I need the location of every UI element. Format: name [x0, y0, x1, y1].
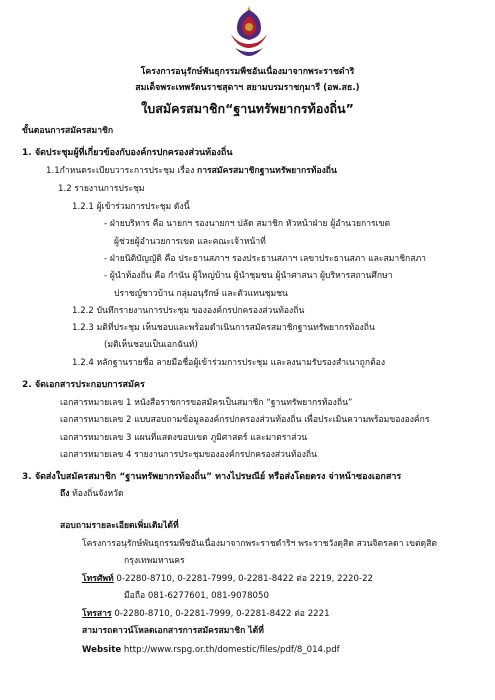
fax-label: โทรสาร [82, 609, 112, 619]
recipient-label: ถึง [60, 489, 70, 499]
phone-value: 0-2280-8710, 0-2281-7999, 0-2281-8422 ต่อ 2219, 2220-22 [113, 574, 374, 584]
bullet-3-line-1: - ผู้นำท้องถิ่น คือ กำนัน ผู้ใหญ่บ้าน ผู้นำชุมชน ผู้นำศาสนา ผู้บริหารสถานศึกษา [104, 271, 393, 281]
bullet-3-line-2: ปราชญ์ชาวบ้าน กลุ่มอนุรักษ์ และตัวแทนชุมชน [114, 289, 288, 299]
contact-address-line-2: กรุงเทพมหานคร [124, 556, 185, 566]
item-1-2: 1.2 รายงานการประชุม [58, 184, 145, 194]
phone-label: โทรศัพท์ [82, 574, 114, 584]
contact-address-line-1: โครงการอนุรักษ์พันธุกรรมพืชอันเนื่องมาจากพระราชดำริฯ พระราชวังดุสิต สวนจิตรลดา เขตดุสิต [82, 539, 437, 549]
item-1-1-text: 1.1กำหนดระเบียบวาระการประชุม เรื่อง [46, 166, 198, 176]
item-1-2-1: 1.2.1 ผู้เข้าร่วมการประชุม ดังนี้ [72, 202, 190, 212]
item-1-2-3-line-2: (มติเห็นชอบเป็นเอกฉันท์) [104, 340, 198, 350]
rspg-emblem-icon [227, 4, 271, 58]
fax-value: 0-2280-8710, 0-2281-7999, 0-2281-8422 ต่อ 2221 [111, 609, 330, 619]
section-2-heading: 2. จัดเอกสารประกอบการสมัคร [22, 380, 145, 390]
bullet-1-line-1: - ฝ่ายบริหาร คือ นายกฯ รองนายกฯ ปลัด สมาชิก หัวหน้าฝ่าย ผู้อำนวยการเขต [104, 219, 391, 229]
website-label: Website [82, 645, 122, 655]
contact-phone [82, 573, 373, 585]
page-title: ใบสมัครสมาชิก“ฐานทรัพยากรท้องถิ่น” [141, 101, 354, 116]
contact-mobile: มือถือ 081-6277601, 081-9078050 [124, 591, 269, 601]
bullet-1-line-2: ผู้ช่วยผู้อำนวยการเขต และคณะเจ้าหน้าที่ [114, 237, 266, 247]
contact-heading: สอบถามรายละเอียดเพิ่มเติมได้ที่ [60, 521, 179, 531]
download-heading: สามารถดาวน์โหลดเอกสารการสมัครสมาชิก ได้ที่ [82, 626, 264, 636]
website-line [82, 644, 340, 656]
header-line-1: โครงการอนุรักษ์พันธุกรรมพืชอันเนื่องมาจากพระราชดำริ [140, 67, 355, 77]
section-3-heading: 3. จัดส่งใบสมัครสมาชิก “ฐานทรัพยากรท้องถิ่น” ทางไปรษณีย์ หรือส่งโดยตรง จ่าหน้าซองเอกสาร [22, 472, 402, 482]
document-2: เอกสารหมายเลข 2 แบบสอบถามข้อมูลองค์กรปกครองส่วนท้องถิ่น เพื่อประเมินความพร้อมขององค์กร [60, 415, 430, 425]
item-1-2-3-line-1: 1.2.3 มติที่ประชุม เห็นชอบและพร้อมดำเนินการสมัครสมาชิกฐานทรัพยากรท้องถิ่น [72, 323, 375, 333]
document-3: เอกสารหมายเลข 3 แผนที่แสดงขอบเขต ภูมิศาสตร์ และมาตราส่วน [60, 433, 308, 443]
contact-fax [82, 608, 330, 620]
document-1: เอกสารหมายเลข 1 หนังสือราชการขอสมัครเป็นสมาชิก “ฐานทรัพยากรท้องถิ่น” [60, 398, 353, 408]
bullet-2: - ฝ่ายนิติบัญญัติ คือ ประธานสภาฯ รองประธานสภาฯ เลขาประธานสภา และสมาชิกสภา [104, 254, 426, 264]
recipient-value: ท้องถิ่นจังหวัด [69, 489, 124, 499]
header-line-2: สมเด็จพระเทพรัตนราชสุดาฯ สยามบรมราชกุมารี (อพ.สธ.) [135, 83, 360, 93]
website-link[interactable]: http://www.rspg.or.th/domestic/files/pdf/8_014.pdf [121, 645, 340, 655]
item-1-1-bold: การสมัครสมาชิกฐานทรัพยากรท้องถิ่น [197, 166, 337, 176]
steps-heading: ขั้นตอนการสมัครสมาชิก [22, 126, 114, 136]
item-1-1 [46, 165, 337, 177]
item-1-2-4: 1.2.4 หลักฐานรายชื่อ ลายมือชื่อผู้เข้าร่วมการประชุม และลงนามรับรองสำเนาถูกต้อง [72, 358, 386, 368]
document-4: เอกสารหมายเลข 4 รายงานการประชุมขององค์กรปกครองส่วนท้องถิ่น [60, 450, 317, 460]
item-1-2-2: 1.2.2 บันทึกรายงานการประชุม ขององค์กรปกครองส่วนท้องถิ่น [72, 306, 305, 316]
section-1-heading: 1. จัดประชุมผู้ที่เกี่ยวข้องกับองค์กรปกครองส่วนท้องถิ่น [22, 148, 233, 158]
section-3-recipient [60, 488, 124, 500]
